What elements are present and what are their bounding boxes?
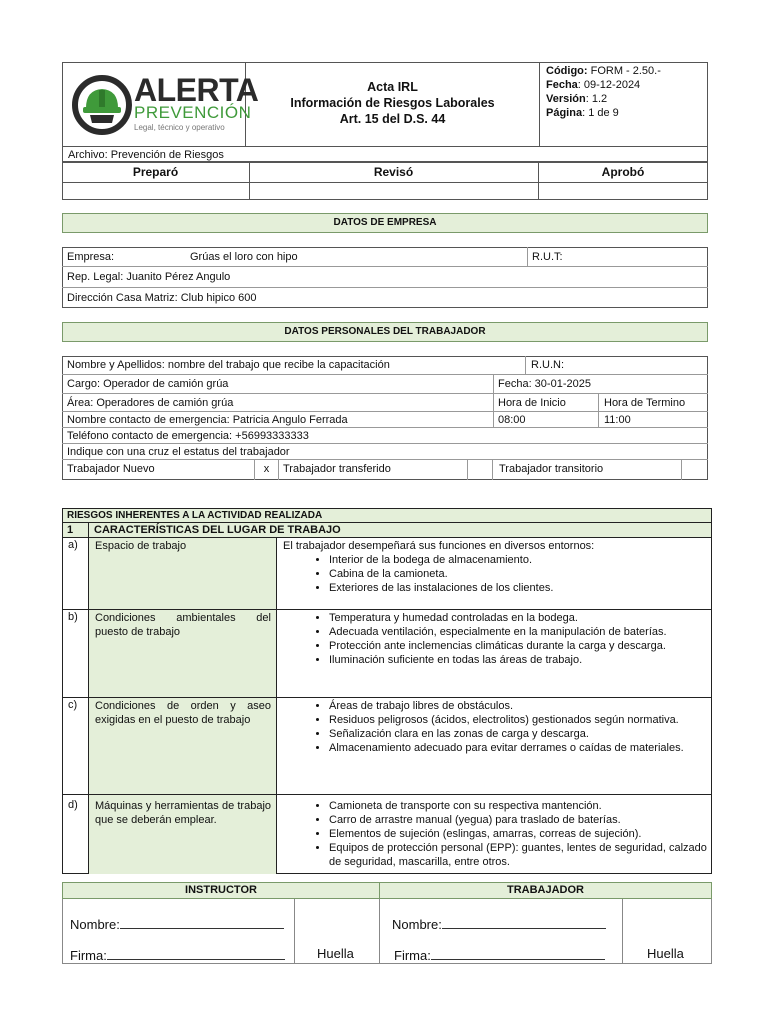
fecha-label: Fecha bbox=[546, 79, 578, 91]
firma-label: Firma: bbox=[70, 948, 107, 963]
empresa-section-title: DATOS DE EMPRESA bbox=[62, 213, 708, 233]
list-item: • Equipos de protección personal (EPP): guantes, lentes de seguridad, calzado de seguridad, mascarilla, entre otros. bbox=[329, 841, 707, 869]
empresa-row-divider-1 bbox=[62, 266, 708, 267]
header-divider-2 bbox=[539, 62, 540, 146]
trabajador-nuevo-checkbox[interactable]: x bbox=[263, 463, 270, 475]
row-b-letter: b) bbox=[68, 611, 78, 623]
riesgos-subtitle: CARACTERÍSTICAS DEL LUGAR DE TRABAJO bbox=[94, 524, 341, 536]
riesgos-col-label bbox=[276, 538, 277, 874]
trab-col-transf-box bbox=[492, 459, 493, 480]
run-label: R.U.N: bbox=[531, 359, 564, 371]
title-line-1: Acta IRL bbox=[367, 80, 418, 94]
instructor-huella: Huella bbox=[317, 946, 354, 961]
indique-estatus: Indique con una cruz el estatus del trabajador bbox=[67, 446, 290, 458]
row-d-content bbox=[283, 799, 707, 869]
logo-brand-bottom: PREVENCIÓN bbox=[134, 103, 252, 122]
trabajador-header: TRABAJADOR bbox=[379, 882, 712, 899]
riesgos-num: 1 bbox=[67, 524, 74, 536]
list-item: • Temperatura y humedad controladas en la bodega. bbox=[329, 611, 707, 625]
trab-col-run bbox=[525, 356, 526, 374]
row-c-content bbox=[283, 699, 707, 755]
instructor-header: INSTRUCTOR bbox=[62, 882, 380, 899]
row-d-letter: d) bbox=[68, 799, 78, 811]
empresa-row-divider-2 bbox=[62, 287, 708, 288]
preparo-header: Preparó bbox=[132, 165, 179, 179]
trabajador-transitorio-label: Trabajador transitorio bbox=[499, 463, 604, 475]
firmas-col-mid bbox=[379, 899, 380, 964]
list-item: • Adecuada ventilación, especialmente en la manipulación de baterías. bbox=[329, 625, 707, 639]
row-a-letter: a) bbox=[68, 539, 78, 551]
riesgos-num-divider bbox=[88, 522, 89, 538]
list-item: • Áreas de trabajo libres de obstáculos. bbox=[329, 699, 707, 713]
row-a-intro: El trabajador desempeñará sus funciones en diversos entornos: bbox=[283, 540, 595, 552]
riesgos-row-div-1 bbox=[62, 609, 712, 610]
fecha-value: : 09-12-2024 bbox=[577, 79, 641, 91]
riesgos-col-letter bbox=[88, 538, 89, 874]
list-item: • Exteriores de las instalaciones de los clientes. bbox=[329, 581, 707, 595]
riesgos-row-div-2 bbox=[62, 697, 712, 698]
area[interactable]: Área: Operadores de camión grúa bbox=[67, 397, 234, 409]
hora-inicio-label: Hora de Inicio bbox=[498, 397, 566, 409]
list-item: • Residuos peligrosos (ácidos, electrolitos) gestionados según normativa. bbox=[329, 713, 707, 727]
trab-row-2 bbox=[62, 393, 708, 394]
rut-label: R.U.T: bbox=[532, 251, 563, 263]
row-a-content bbox=[283, 539, 707, 595]
list-item: • Iluminación suficiente en todas las áreas de trabajo. bbox=[329, 653, 707, 667]
list-item: • Señalización clara en las zonas de carga y descarga. bbox=[329, 727, 707, 741]
firmas-col-huella-2 bbox=[622, 899, 623, 964]
pagina-value: : 1 de 9 bbox=[582, 107, 619, 119]
firma-label: Firma: bbox=[394, 948, 431, 963]
instructor-nombre-field[interactable] bbox=[70, 915, 284, 932]
direccion[interactable]: Dirección Casa Matriz: Club hipico 600 bbox=[67, 292, 257, 304]
trabajador-nombre-field[interactable] bbox=[392, 915, 606, 932]
codigo-label: Código: bbox=[546, 65, 588, 77]
riesgos-title: RIESGOS INHERENTES A LA ACTIVIDAD REALIZADA bbox=[62, 508, 712, 523]
nombre-label: Nombre: bbox=[70, 917, 120, 932]
row-d-label: Máquinas y herramientas de trabajo que se deberán emplear. bbox=[95, 800, 271, 826]
trab-col-hora bbox=[598, 393, 599, 427]
row-a-label: Espacio de trabajo bbox=[95, 540, 187, 552]
fecha-capacitacion[interactable]: Fecha: 30-01-2025 bbox=[498, 378, 591, 390]
list-item: • Elementos de sujeción (eslingas, amarras, correas de sujeción). bbox=[329, 827, 707, 841]
hora-inicio[interactable]: 08:00 bbox=[498, 414, 526, 426]
list-item: • Almacenamiento adecuado para evitar derrames o caídas de materiales. bbox=[329, 741, 707, 755]
pagina-label: Página bbox=[546, 107, 583, 119]
logo-tagline: Legal, técnico y operativo bbox=[134, 123, 225, 132]
trabajador-huella: Huella bbox=[647, 946, 684, 961]
reviso-field[interactable] bbox=[250, 183, 537, 199]
trabajador-nuevo-label: Trabajador Nuevo bbox=[67, 463, 155, 475]
trabajador-transitorio-checkbox[interactable] bbox=[682, 460, 707, 479]
list-item: • Interior de la bodega de almacenamiento. bbox=[329, 553, 707, 567]
hora-termino[interactable]: 11:00 bbox=[604, 414, 631, 426]
hora-termino-label: Hora de Termino bbox=[604, 397, 686, 409]
reviso-header: Revisó bbox=[373, 165, 414, 179]
helmet-logo-icon bbox=[72, 74, 132, 136]
aprobo-header: Aprobó bbox=[601, 165, 645, 179]
rep-legal[interactable]: Rep. Legal: Juanito Pérez Angulo bbox=[67, 271, 231, 283]
row-b-content bbox=[283, 611, 707, 667]
telefono-emergencia[interactable]: Teléfono contacto de emergencia: +56993333333 bbox=[67, 430, 309, 442]
instructor-firma-field[interactable] bbox=[70, 946, 285, 963]
list-item: • Protección ante inclemencias climáticas durante la carga y descarga. bbox=[329, 639, 707, 653]
company-logo bbox=[72, 72, 259, 138]
contacto-emergencia[interactable]: Nombre contacto de emergencia: Patricia Angulo Ferrada bbox=[67, 414, 348, 426]
document-title bbox=[246, 79, 539, 127]
row-c-label: Condiciones de orden y aseo exigidas en el puesto de trabajo bbox=[95, 700, 271, 726]
row-b-label: Condiciones ambientales del puesto de trabajo bbox=[95, 612, 271, 638]
trabajador-transferido-checkbox[interactable] bbox=[468, 460, 492, 479]
empresa-value[interactable]: Grúas el loro con hipo bbox=[190, 251, 298, 263]
logo-brand-top: ALERTA bbox=[134, 72, 259, 108]
nombre-label: Nombre: bbox=[392, 917, 442, 932]
empresa-label: Empresa: bbox=[67, 251, 115, 263]
version-value: : 1.2 bbox=[585, 93, 608, 105]
list-item: • Carro de arrastre manual (yegua) para traslado de baterías. bbox=[329, 813, 707, 827]
aprobo-field[interactable] bbox=[539, 183, 707, 199]
archivo-label: Archivo: Prevención de Riesgos bbox=[68, 149, 224, 161]
trabajador-nombre[interactable]: Nombre y Apellidos: nombre del trabajo que recibe la capacitación bbox=[67, 359, 390, 371]
trabajador-transferido-label: Trabajador transferido bbox=[283, 463, 391, 475]
codigo-value: FORM - 2.50.- bbox=[587, 65, 661, 77]
trabajador-firma-field[interactable] bbox=[394, 946, 605, 963]
title-line-2: Información de Riesgos Laborales bbox=[290, 96, 495, 110]
trab-row-1 bbox=[62, 374, 708, 375]
preparo-field[interactable] bbox=[63, 183, 248, 199]
trabajador-section-title: DATOS PERSONALES DEL TRABAJADOR bbox=[62, 322, 708, 342]
version-label: Versión bbox=[546, 93, 586, 105]
firmas-col-huella-1 bbox=[294, 899, 295, 964]
title-line-3: Art. 15 del D.S. 44 bbox=[339, 112, 446, 126]
list-item: • Camioneta de transporte con su respectiva mantención. bbox=[329, 799, 707, 813]
list-item: • Cabina de la camioneta. bbox=[329, 567, 707, 581]
document-info bbox=[546, 64, 706, 120]
cargo[interactable]: Cargo: Operador de camión grúa bbox=[67, 378, 229, 390]
riesgos-row-div-3 bbox=[62, 794, 712, 795]
row-c-letter: c) bbox=[68, 699, 78, 711]
